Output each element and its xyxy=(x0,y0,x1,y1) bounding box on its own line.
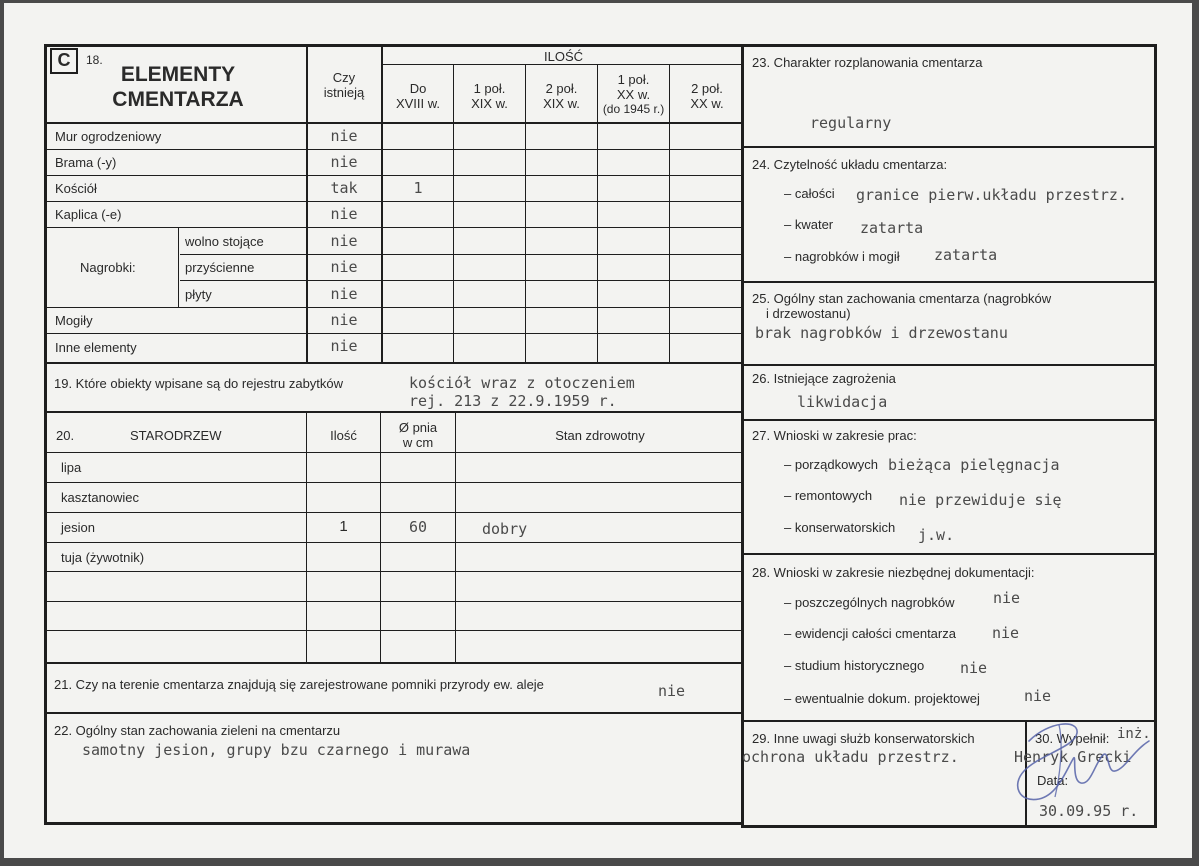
value-mogily: nie xyxy=(330,311,358,329)
section-24-answer-kwater: zatarta xyxy=(860,219,924,237)
section-28-answer-nagrobkow: nie xyxy=(993,589,1021,607)
section-27-answer-porzadkowych: bieżąca pielęgnacja xyxy=(888,456,1060,474)
section-18-number: 18. xyxy=(86,53,103,67)
section-19-label: 19. Które obiekty wpisane są do rejestru zabytków xyxy=(54,376,344,391)
section-letter: C xyxy=(57,50,71,70)
section-24-item-nagrobkow: – nagrobków i mogił xyxy=(784,249,900,264)
value-plyty: nie xyxy=(330,285,358,303)
date-label: Data: xyxy=(1037,773,1069,788)
section-24-item-calosci: – całości xyxy=(784,186,835,201)
tree-name-jesion: jesion xyxy=(61,520,95,535)
row-label-plyty: płyty xyxy=(185,287,212,302)
section-26-label: 26. Istniejące zagrożenia xyxy=(752,371,896,386)
section-27-item-porzadkowych: – porządkowych xyxy=(784,457,878,472)
col-header-1pol-xx-l2: XX w. xyxy=(616,87,651,102)
section-19-answer-line2: rej. 213 z 22.9.1959 r. xyxy=(409,392,617,410)
section-24-item-kwater: – kwater xyxy=(784,217,834,232)
header-ilosc: ILOŚĆ xyxy=(543,49,583,64)
section-27-answer-remontowych: nie przewiduje się xyxy=(899,491,1062,509)
frame-right xyxy=(1154,44,1157,827)
section-28-label: 28. Wnioski w zakresie niezbędnej dokumentacji: xyxy=(752,565,1035,580)
row-label-inne: Inne elementy xyxy=(55,340,137,355)
section-22-label: 22. Ogólny stan zachowania zieleni na cmentarzu xyxy=(54,723,341,738)
col-header-2pol-xx-l2: XX w. xyxy=(690,96,724,111)
header-pien-l1: Ø pnia xyxy=(398,420,438,435)
col-header-1pol-xix-l1: 1 poł. xyxy=(473,81,506,96)
section-29-answer: ochrona układu przestrz. xyxy=(742,748,959,766)
section-19-answer-line1: kościół wraz z otoczeniem xyxy=(409,374,635,392)
section-23-answer: regularny xyxy=(810,114,892,132)
header-istnieja: istnieją xyxy=(323,85,365,100)
section-25-label-line2: i drzewostanu) xyxy=(766,306,851,321)
section-20-title: STARODRZEW xyxy=(130,428,222,443)
row-label-przyscienne: przyścienne xyxy=(185,260,255,275)
col-header-2pol-xix-l1: 2 poł. xyxy=(545,81,578,96)
filled-by-name: Henryk Grecki xyxy=(1014,748,1132,766)
inventory-card xyxy=(4,3,1192,858)
section-18-title-line2: CMENTARZA xyxy=(112,88,244,111)
col-header-do-xviii-l1: Do xyxy=(409,81,427,96)
tree-name-lipa: lipa xyxy=(61,460,82,475)
value-brama: nie xyxy=(330,153,358,171)
row-label-brama: Brama (-y) xyxy=(55,155,117,170)
value-kosciol: tak xyxy=(330,179,358,197)
frame-bottom-right xyxy=(741,825,1157,828)
kosciol-count-xviii: 1 xyxy=(413,179,423,197)
col-header-2pol-xx-l1: 2 poł. xyxy=(691,81,723,96)
row-label-nagrobki: Nagrobki: xyxy=(80,260,136,275)
section-27-label: 27. Wnioski w zakresie prac: xyxy=(752,428,917,443)
section-28-item-nagrobkow: – poszczególnych nagrobków xyxy=(784,595,955,610)
section-29-label: 29. Inne uwagi służb konserwatorskich xyxy=(752,731,975,746)
section-20-number: 20. xyxy=(56,428,75,443)
tree-trunk-jesion: 60 xyxy=(408,518,428,536)
tree-name-tuja: tuja (żywotnik) xyxy=(61,550,145,565)
value-inne: nie xyxy=(330,337,358,355)
section-24-label: 24. Czytelność układu cmentarza: xyxy=(752,157,948,172)
date-value: 30.09.95 r. xyxy=(1039,802,1139,820)
section-21-answer: nie xyxy=(658,682,686,700)
section-27-item-remontowych: – remontowych xyxy=(784,488,873,503)
tree-count-jesion: 1 xyxy=(339,518,348,535)
col-header-1pol-xx-l3: (do 1945 r.) xyxy=(602,102,665,116)
frame-bottom-left xyxy=(44,822,744,825)
section-30-label: 30. Wypełnił: xyxy=(1035,731,1110,746)
section-24-answer-calosci: granice pierw.układu przestrz. xyxy=(856,187,1127,204)
header-pien-l2: w cm xyxy=(402,435,434,450)
row-label-mur: Mur ogrodzeniowy xyxy=(55,129,162,144)
section-26-answer: likwidacja xyxy=(797,393,888,411)
col-header-2pol-xix-l2: XIX w. xyxy=(543,96,580,111)
header-ilosc-drzew: Ilość xyxy=(330,428,357,443)
tree-name-kasztanowiec: kasztanowiec xyxy=(61,490,140,505)
section-28-answer-studium: nie xyxy=(960,659,988,677)
section-28-item-ewidencji: – ewidencji całości cmentarza xyxy=(784,626,956,641)
section-27-item-konserwatorskich: – konserwatorskich xyxy=(784,520,896,535)
section-24-answer-nagrobkow: zatarta xyxy=(934,246,998,264)
header-czy: Czy xyxy=(332,70,356,85)
frame-left xyxy=(44,44,47,824)
col-header-do-xviii-l2: XVIII w. xyxy=(395,96,441,111)
section-18-title-line1: ELEMENTY xyxy=(120,63,236,86)
value-wolno-stojace: nie xyxy=(330,232,358,250)
col-header-1pol-xix-l2: XIX w. xyxy=(471,96,508,111)
section-25-answer: brak nagrobków i drzewostanu xyxy=(755,324,1008,342)
frame-top xyxy=(44,44,1157,47)
section-27-answer-konserwatorskich: j.w. xyxy=(918,526,955,544)
col-header-1pol-xx-l1: 1 poł. xyxy=(617,72,650,87)
row-label-kosciol: Kościół xyxy=(55,181,97,196)
header-stan-zdrowotny: Stan zdrowotny xyxy=(555,428,645,443)
section-28-item-studium: – studium historycznego xyxy=(784,658,925,673)
tree-health-jesion: dobry xyxy=(482,520,528,538)
row-label-wolno-stojace: wolno stojące xyxy=(185,234,264,249)
value-przyscienne: nie xyxy=(330,258,358,276)
section-28-answer-ewidencji: nie xyxy=(992,624,1020,642)
section-21-label: 21. Czy na terenie cmentarza znajdują się zarejestrowane pomniki przyrody ew. aleje xyxy=(54,677,544,692)
row-label-kaplica: Kaplica (-e) xyxy=(55,207,122,222)
section-23-label: 23. Charakter rozplanowania cmentarza xyxy=(752,55,983,70)
handwritten-signature xyxy=(999,711,1159,811)
section-28-item-projektowej: – ewentualnie dokum. projektowej xyxy=(784,691,980,706)
row-label-mogily: Mogiły xyxy=(55,313,93,328)
value-mur: nie xyxy=(330,127,358,145)
section-25-label-line1: 25. Ogólny stan zachowania cmentarza (nagrobków xyxy=(752,291,1052,306)
value-kaplica: nie xyxy=(330,205,358,223)
filled-by-title: inż. xyxy=(1117,726,1151,742)
section-22-answer: samotny jesion, grupy bzu czarnego i murawa xyxy=(82,741,471,759)
section-28-answer-projektowej: nie xyxy=(1024,687,1052,705)
